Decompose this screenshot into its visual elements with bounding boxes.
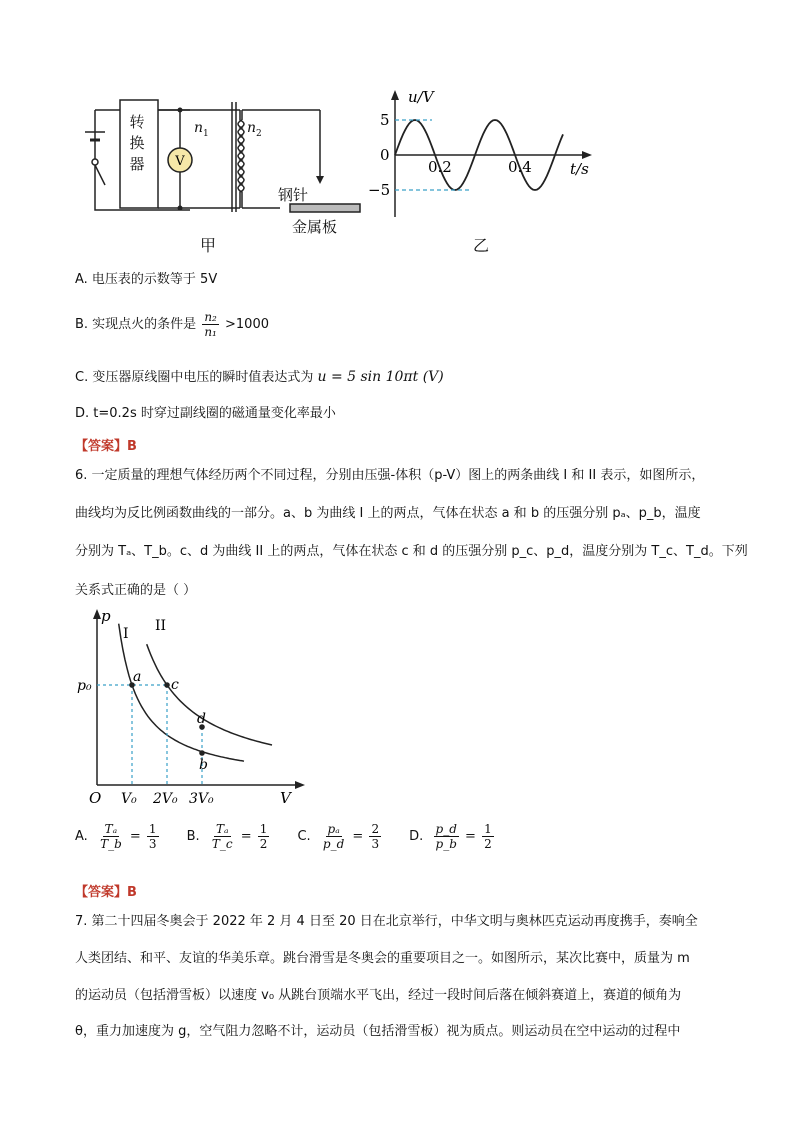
q6-stem-line-4: 关系式正确的是（ ） [75,583,197,598]
pv-graph [75,605,315,810]
q6-option-a: A. $\frac{\text{Tₐ}}{T\_b}$ = $\frac{1}{3}$ [75,822,157,851]
q6-option-b: B. $\frac{\text{Tₐ}}{T\_c}$ = $\frac{1}{2}$ [186,822,268,851]
tick-0: 0 [380,146,390,164]
point-c [164,682,170,688]
p0-label: p₀ [77,678,92,694]
q5-answer: 【答案】B [75,439,137,454]
q6-stem-line-2: 曲线均为反比例函数曲线的一部分。a、b 为曲线 I 上的两点，气体在状态 a 和 b 的压强分别 pₐ、p_b，温度 [75,506,701,521]
q5-option-b: B. 实现点火的条件是 $\frac{\text{n₂}}{\text{n₁}}$ >1000 [75,310,269,339]
q6-stem-line-1: 6. 一定质量的理想气体经历两个不同过程，分别由压强-体积（p-V）图上的两条曲线 I 和 II 表示，如图所示， [75,468,705,483]
tick-3v0: 3V₀ [189,791,214,807]
label-d: d [197,711,206,727]
q5-option-b-fraction: $\frac{\text{n₂}}{\text{n₁}}$ [204,310,217,339]
q6-options [75,822,496,851]
p-axis-label: p [101,607,111,625]
q5-option-d: D. t=0.2s 时穿过副线圈的磁通量变化率最小 [75,406,336,421]
tick-v0: V₀ [121,791,137,807]
n2-label: $n_2$ [247,120,262,139]
point-b [199,750,205,756]
voltage-time-graph [360,82,600,242]
label-a: a [133,669,142,685]
figure-label-jia: 甲 [200,236,217,255]
voltmeter-label: V [175,154,185,169]
q5-option-c-formula: u = 5 sin 10πt (V) [317,369,444,385]
q6-stem-line-3: 分别为 Tₐ、T_b。c、d 为曲线 II 上的两点，气体在状态 c 和 d 的压强分别 p_c、p_d，温度分别为 T_c、T_d。下列 [75,544,748,559]
label-c: c [171,677,179,693]
q5-option-a: A. 电压表的示数等于 5V [75,272,218,287]
q6-option-d: D. $\frac{p\_d}{p\_b}$ = $\frac{1}{2}$ [409,822,492,851]
origin-label: O [89,789,102,807]
label-b: b [199,757,208,773]
q6-answer: 【答案】B [75,885,137,900]
u-axis-label: u/V [408,88,434,106]
tick-5: 5 [380,111,390,129]
t-axis-label: t/s [570,160,589,178]
plate-label: 金属板 [292,218,338,236]
curve-1-label: I [123,626,129,642]
needle-label: 钢针 [278,186,309,204]
tick-2v0: 2V₀ [153,791,178,807]
q7-line-1: 7. 第二十四届冬奥会于 2022 年 2 月 4 日至 20 日在北京举行，中华文明与奥林匹克运动再度携手，奏响全 [75,914,698,929]
q5-option-c: C. 变压器原线圈中电压的瞬时值表达式为 u = 5 sin 10πt (V) [75,369,444,385]
tick-minus5: −5 [368,181,391,199]
v-axis-label: V [280,789,291,807]
q7-line-3: 的运动员（包括滑雪板）以速度 v₀ 从跳台顶端水平飞出，经过一段时间后落在倾斜赛道上，赛道的倾角为 [75,988,682,1003]
figure-label-yi: 乙 [473,236,490,255]
q7-line-2: 人类团结、和平、友谊的华美乐章。跳台滑雪是冬奥会的重要项目之一。如图所示，某次比赛中，质量为 m [75,951,690,966]
tick-0-4: 0.4 [508,158,532,176]
q7-line-4: θ，重力加速度为 g，空气阻力忽略不计，运动员（包括滑雪板）视为质点。则运动员在空中运动的过程中 [75,1024,681,1039]
curve-2-label: II [155,618,167,634]
q6-option-c: C. $\frac{\text{pₐ}}{p\_d}$ = $\frac{2}{3}$ [297,822,380,851]
tick-0-2: 0.2 [428,158,452,176]
n1-label: $n_1$ [194,120,209,139]
converter-label: 转换器 [129,113,145,173]
